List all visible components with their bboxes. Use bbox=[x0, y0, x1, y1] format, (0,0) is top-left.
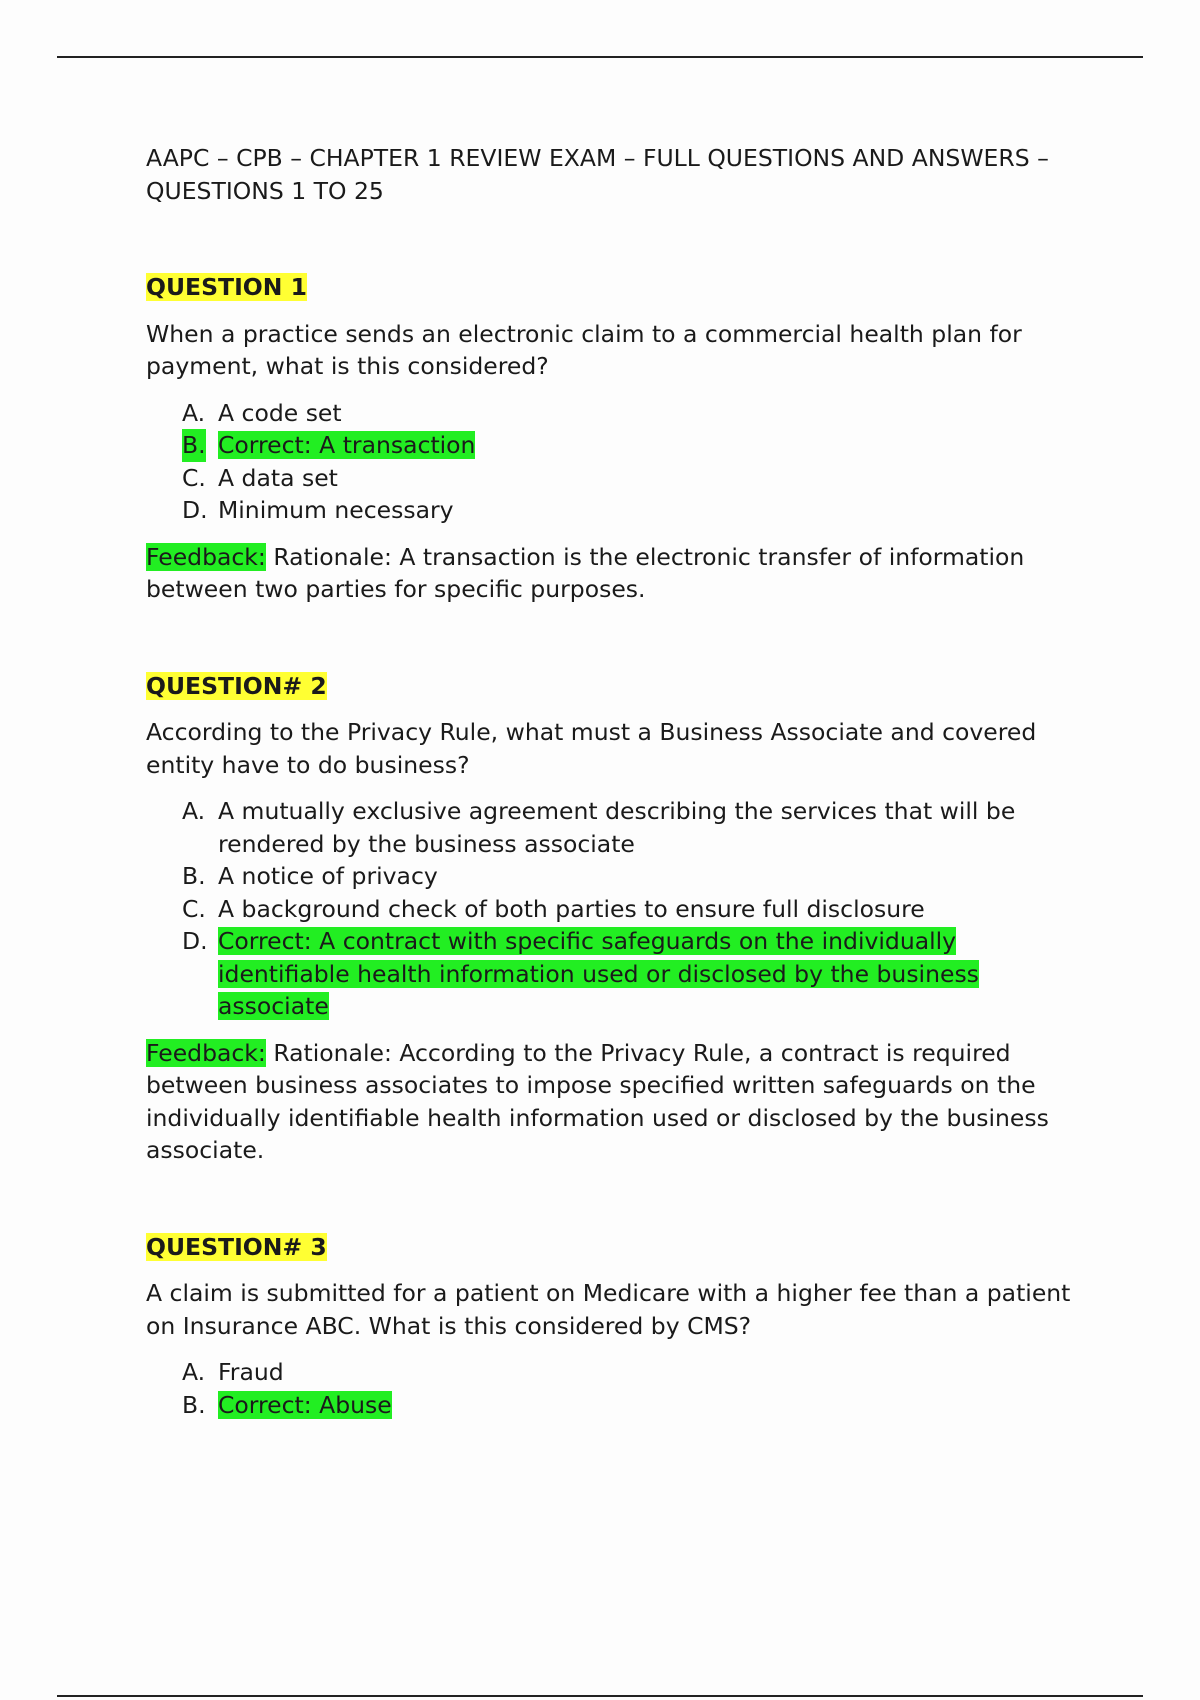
feedback-label: Feedback: bbox=[146, 542, 266, 571]
question-text: According to the Privacy Rule, what must a Business Associate and covered entity have to do business? bbox=[146, 718, 1037, 779]
option-text: Correct: A transaction bbox=[218, 431, 476, 459]
question-text: A claim is submitted for a patient on Medicare with a higher fee than a patient on Insurance ABC. What is this considered by CMS? bbox=[146, 1279, 1071, 1340]
option-letter: A. bbox=[182, 797, 206, 825]
top-rule bbox=[57, 56, 1143, 58]
option-text: A background check of both parties to ensure full disclosure bbox=[218, 894, 925, 923]
answer-options bbox=[146, 1356, 1086, 1421]
option-text: Minimum necessary bbox=[218, 496, 454, 524]
question-heading: QUESTION# 3 bbox=[146, 1232, 327, 1261]
feedback-text: Rationale: A transaction is the electronic transfer of information between two parties for specific purposes. bbox=[146, 542, 1025, 603]
question-text: When a practice sends an electronic claim to a commercial health plan for payment, what is this considered? bbox=[146, 319, 1022, 380]
option-a bbox=[182, 795, 1086, 860]
option-b bbox=[182, 860, 1086, 893]
option-letter: D. bbox=[182, 496, 208, 524]
option-text: Correct: Abuse bbox=[218, 1390, 392, 1419]
option-letter: C. bbox=[182, 894, 206, 923]
option-text: A notice of privacy bbox=[218, 862, 438, 890]
option-text: Fraud bbox=[218, 1358, 284, 1386]
feedback bbox=[146, 541, 1086, 606]
feedback bbox=[146, 1037, 1086, 1167]
option-text: A code set bbox=[218, 398, 342, 427]
document-body bbox=[146, 142, 1086, 1435]
question-1 bbox=[146, 271, 1086, 606]
answer-options bbox=[146, 795, 1086, 1023]
answer-options bbox=[146, 397, 1086, 527]
option-b-correct bbox=[182, 429, 1086, 462]
option-c bbox=[182, 893, 1086, 926]
option-d bbox=[182, 494, 1086, 527]
document-title: AAPC – CPB – CHAPTER 1 REVIEW EXAM – FULL QUESTIONS AND ANSWERS – QUESTIONS 1 TO 25 bbox=[146, 144, 1049, 205]
option-letter: C. bbox=[182, 463, 206, 492]
feedback-text: Rationale: According to the Privacy Rule, a contract is required between business associates to impose specified written safeguards on the individually identifiable health information used or disclosed by the business associate. bbox=[146, 1038, 1049, 1164]
option-c bbox=[182, 462, 1086, 495]
option-text: Correct: A contract with specific safeguards on the individually identifiable health information used or disclosed by the business associate bbox=[218, 927, 979, 1020]
option-letter: D. bbox=[182, 927, 208, 955]
option-letter: B. bbox=[182, 1390, 206, 1419]
option-a bbox=[182, 397, 1086, 430]
option-a bbox=[182, 1356, 1086, 1389]
question-heading: QUESTION# 2 bbox=[146, 671, 327, 700]
option-letter: B. bbox=[182, 429, 206, 462]
bottom-rule bbox=[57, 1695, 1143, 1697]
option-b-correct bbox=[182, 1389, 1086, 1422]
question-2 bbox=[146, 670, 1086, 1167]
option-text: A data set bbox=[218, 463, 338, 492]
feedback-label: Feedback: bbox=[146, 1038, 266, 1067]
question-heading: QUESTION 1 bbox=[146, 273, 307, 301]
option-letter: B. bbox=[182, 862, 206, 890]
option-letter: A. bbox=[182, 398, 206, 427]
option-text: A mutually exclusive agreement describing the services that will be rendered by the business associate bbox=[218, 797, 1016, 858]
option-d-correct bbox=[182, 925, 1086, 1023]
question-3 bbox=[146, 1231, 1086, 1422]
option-letter: A. bbox=[182, 1358, 206, 1386]
